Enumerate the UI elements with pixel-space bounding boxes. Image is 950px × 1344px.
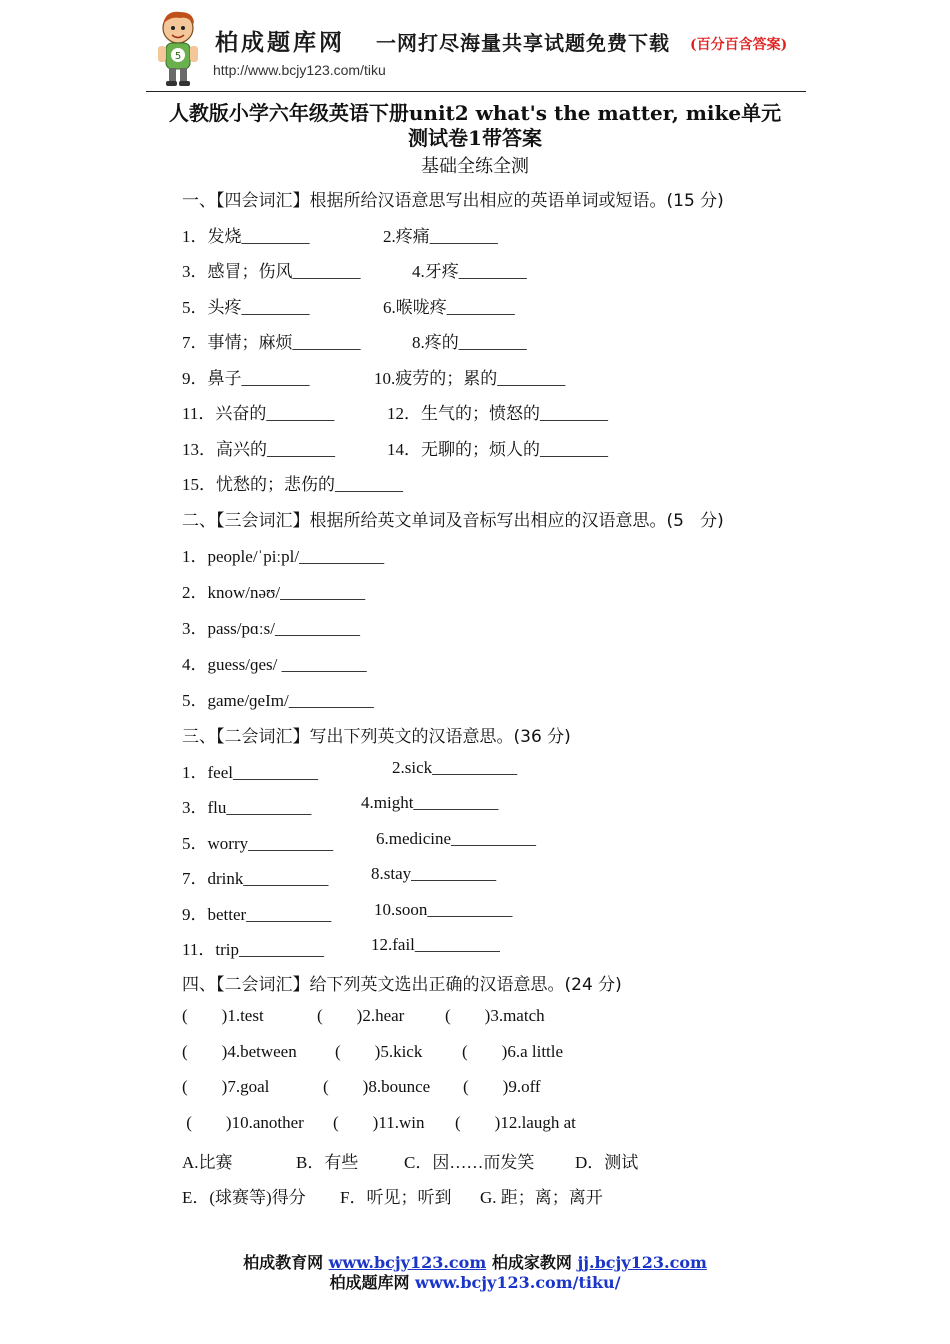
section2-heading: 二、【三会词汇】根据所给英文单词及音标写出相应的汉语意思。(5 分)	[182, 511, 724, 531]
section1-heading: 一、【四会词汇】根据所给汉语意思写出相应的英语单词或短语。(15 分)	[182, 191, 724, 211]
list-item: 5．game/ɡeIm/__________	[182, 691, 374, 710]
footer-link[interactable]: www.bcjy123.com/tiku/	[415, 1273, 621, 1292]
options-row: E．(球赛等)得分 F．听见；听到 G. 距；离；离开	[182, 1188, 603, 1207]
list-item: 2．know/nəʊ/__________	[182, 583, 366, 602]
list-item: 3．flu__________ 4.might__________	[182, 793, 499, 817]
footer-label: 柏成家教网	[491, 1253, 572, 1272]
list-item: 4．guess/ɡes/ __________	[182, 655, 367, 674]
list-item: 9．better__________ 10.soon__________	[182, 900, 513, 924]
list-item: ( )10.another ( )11.win ( )12.laugh at	[182, 1113, 576, 1132]
list-item: ( )7.goal ( )8.bounce ( )9.off	[182, 1077, 541, 1096]
footer-link[interactable]: jj.bcjy123.com	[577, 1253, 707, 1272]
list-item: 11．兴奋的________ 12．生气的；愤怒的________	[182, 404, 608, 423]
list-item: 5．头疼________ 6.喉咙疼________	[182, 298, 515, 317]
header-divider	[146, 91, 806, 92]
page-subtitle: 基础全练全测	[421, 156, 529, 177]
list-item: 3．pass/pɑːs/__________	[182, 619, 360, 638]
mascot-logo	[150, 8, 206, 88]
list-item: 1．people/ˈpiːpl/__________	[182, 547, 385, 566]
slogan: 一网打尽海量共享试题免费下载	[376, 31, 670, 55]
answer-badge: (百分百含答案)	[690, 37, 788, 53]
list-item: ( )1.test ( )2.hear ( )3.match	[182, 1006, 545, 1025]
mascot-number: 5	[174, 51, 182, 62]
list-item: 1．feel__________ 2.sick__________	[182, 758, 518, 782]
list-item: 13．高兴的________ 14．无聊的；烦人的________	[182, 440, 608, 459]
list-item: ( )4.between ( )5.kick ( )6.a little	[182, 1042, 564, 1061]
footer-label: 柏成教育网	[243, 1253, 324, 1272]
footer-line2	[0, 1270, 950, 1293]
list-item: 7．drink__________ 8.stay__________	[182, 864, 497, 888]
footer-label: 柏成题库网	[329, 1273, 410, 1292]
section3-heading: 三、【二会词汇】写出下列英文的汉语意思。(36 分)	[182, 727, 571, 747]
list-item: 1．发烧________ 2.疼痛________	[182, 227, 498, 246]
list-item: 3．感冒；伤风________ 4.牙疼________	[182, 262, 527, 281]
list-item: 5．worry__________ 6.medicine__________	[182, 829, 537, 853]
list-item: 15．忧愁的；悲伤的________	[182, 475, 403, 494]
page-title-line2: 测试卷1带答案	[408, 126, 542, 150]
list-item: 9．鼻子________ 10.疲劳的；累的________	[182, 369, 566, 388]
section4-heading: 四、【二会词汇】给下列英文选出正确的汉语意思。(24 分)	[182, 975, 622, 995]
list-item: 7．事情；麻烦________ 8.疼的________	[182, 333, 527, 352]
header-url[interactable]: http://www.bcjy123.com/tiku	[213, 62, 386, 78]
brand-name: 柏成题库网	[215, 29, 345, 56]
options-row: A.比赛 B．有些 C．因……而发笑 D．测试	[182, 1153, 639, 1172]
list-item: 11．trip__________ 12.fail__________	[182, 935, 500, 959]
footer-link[interactable]: www.bcjy123.com	[328, 1253, 487, 1272]
page-title-line1: 人教版小学六年级英语下册unit2 what's the matter, mike单元	[168, 101, 782, 125]
